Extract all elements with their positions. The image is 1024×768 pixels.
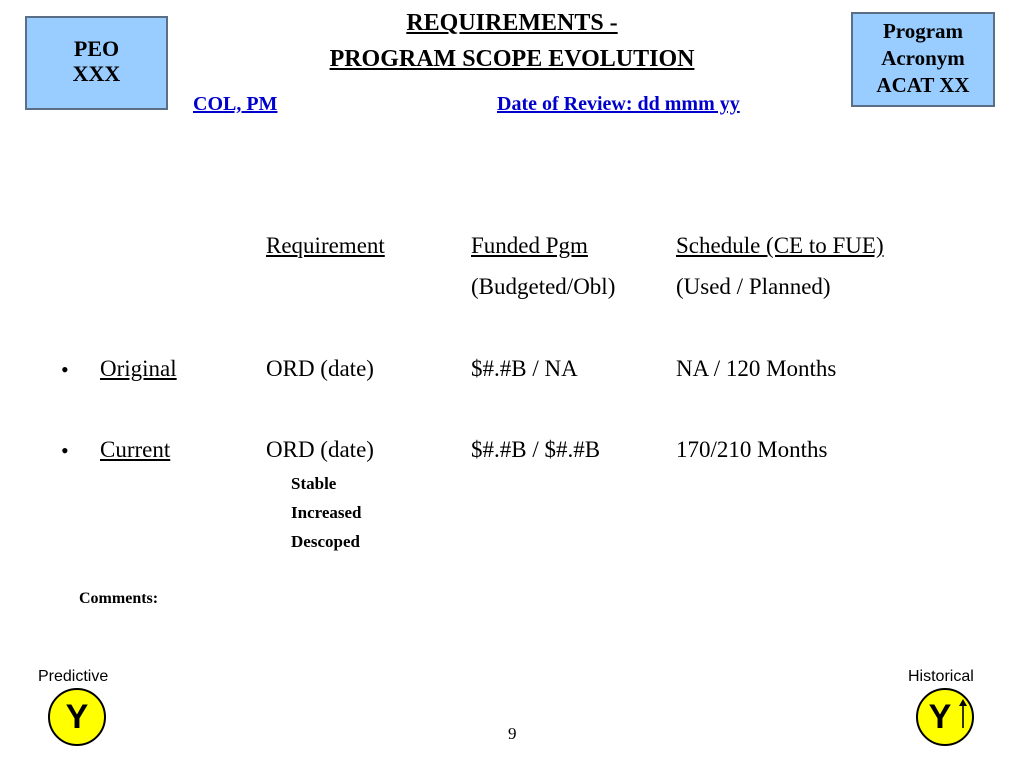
row-original-label: Original [100,356,177,381]
row-current-label: Current [100,437,171,462]
page-number: 9 [508,724,517,743]
review-date-link[interactable]: Date of Review: dd mmm yy [497,93,740,115]
historical-value: Y [928,698,952,736]
header-schedule: Schedule (CE to FUE) [676,233,884,258]
program-label: Program [882,19,964,43]
peo-box [25,16,168,110]
row-original-funded: $#.#B / NA [471,356,578,381]
peo-value: XXX [72,61,121,86]
status-descoped: Descoped [291,532,360,551]
header-funded: Funded Pgm [471,233,588,258]
header-requirement: Requirement [266,233,385,258]
bullet-original: • [61,357,69,382]
up-arrow-icon [958,699,968,729]
header-funded-sub: (Budgeted/Obl) [471,274,616,299]
historical-label: Historical [908,668,974,685]
header-schedule-sub: (Used / Planned) [676,274,831,299]
historical-indicator [916,688,974,746]
acat-label: ACAT XX [876,73,970,97]
bullet-current: • [61,438,69,463]
predictive-indicator: Y [48,688,106,746]
peo-label: PEO [73,36,120,61]
row-current-schedule: 170/210 Months [676,437,828,462]
acronym-label: Acronym [881,46,965,70]
col-pm-link[interactable]: COL, PM [193,93,278,115]
page-title-line2: PROGRAM SCOPE EVOLUTION [329,46,695,72]
predictive-label: Predictive [38,668,109,685]
status-stable: Stable [291,474,337,493]
row-original-schedule: NA / 120 Months [676,356,837,381]
row-original-requirement: ORD (date) [266,356,374,381]
row-current-funded: $#.#B / $#.#B [471,437,601,462]
row-current-requirement: ORD (date) [266,437,374,462]
status-increased: Increased [291,503,362,522]
page-title-line1: REQUIREMENTS - [406,10,618,36]
program-box [851,12,995,107]
comments-label: Comments: [79,590,159,607]
